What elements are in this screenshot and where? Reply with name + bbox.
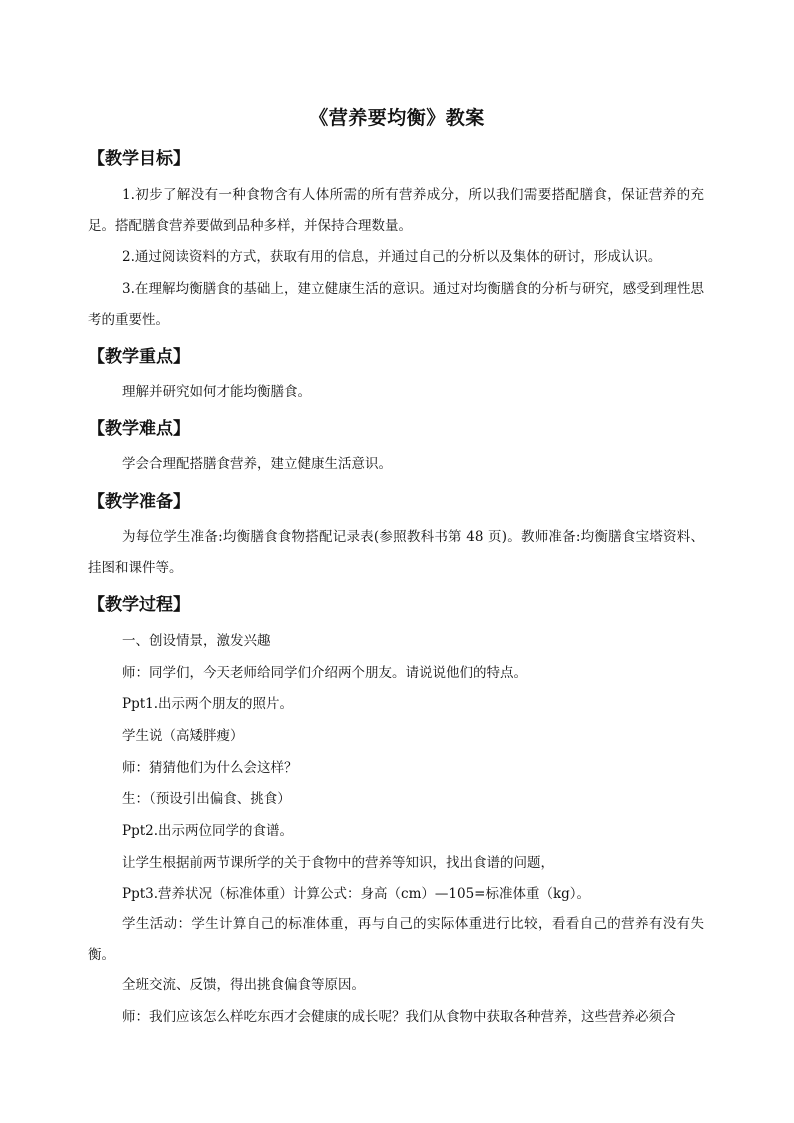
process-line-11: 全班交流、反馈，得出挑食偏食等原因。 [122, 977, 365, 993]
process-line-9: Ppt3.营养状况（标准体重）计算公式：身高（cm）—105=标准体重（kg）。 [122, 886, 591, 902]
difficulty-paragraph: 学会合理配搭膳食营养，建立健康生活意识。 [122, 456, 392, 472]
goals-paragraph-2: 2.通过阅读资料的方式，获取有用的信息，并通过自己的分析以及集体的研讨，形成认识。 [122, 249, 662, 265]
process-line-8: 让学生根据前两节课所学的关于食物中的营养等知识，找出食谱的问题， [122, 855, 554, 871]
process-line-12: 师：我们应该怎么样吃东西才会健康的成长呢？我们从食物中获取各种营养，这些营养必须合 [122, 1009, 676, 1025]
process-line-2: 师：同学们，今天老师给同学们介绍两个朋友。请说说他们的特点。 [122, 665, 527, 681]
goals-paragraph-3: 3.在理解均衡膳食的基础上，建立健康生活的意识。通过对均衡膳食的分析与研究，感受到理性思考的重要性。 [88, 281, 704, 328]
section-heading-goals: 【教学目标】 [88, 149, 190, 169]
section-heading-process: 【教学过程】 [88, 595, 190, 615]
document-title: 《营养要均衡》教案 [309, 107, 485, 129]
section-heading-difficulty: 【教学难点】 [88, 419, 190, 439]
goals-paragraph-1: 1.初步了解没有一种食物含有人体所需的所有营养成分，所以我们需要搭配膳食，保证营养的充足。搭配膳食营养要做到品种多样，并保持合理数量。 [88, 187, 704, 234]
process-line-5: 师：猜猜他们为什么会这样？ [122, 760, 298, 776]
section-heading-key: 【教学重点】 [88, 347, 190, 367]
process-paragraph-10: 学生活动：学生计算自己的标准体重，再与自己的实际体重进行比较，看看自己的营养有没有失衡。 [88, 916, 704, 963]
key-paragraph: 理解并研究如何才能均衡膳食。 [122, 384, 311, 400]
process-line-6: 生：（预设引出偏食、挑食） [122, 791, 291, 807]
process-line-4: 学生说（高矮胖瘦） [122, 728, 244, 744]
prep-paragraph: 为每位学生准备:均衡膳食食物搭配记录表(参照教科书第 48 页)。教师准备:均衡膳食宝塔资料、挂图和课件等。 [88, 529, 704, 576]
process-line-3: Ppt1.出示两个朋友的照片。 [122, 696, 294, 712]
section-heading-prep: 【教学准备】 [88, 492, 190, 512]
process-line-7: Ppt2.出示两位同学的食谱。 [122, 823, 294, 839]
process-line-1: 一、创设情景，激发兴趣 [122, 633, 271, 649]
